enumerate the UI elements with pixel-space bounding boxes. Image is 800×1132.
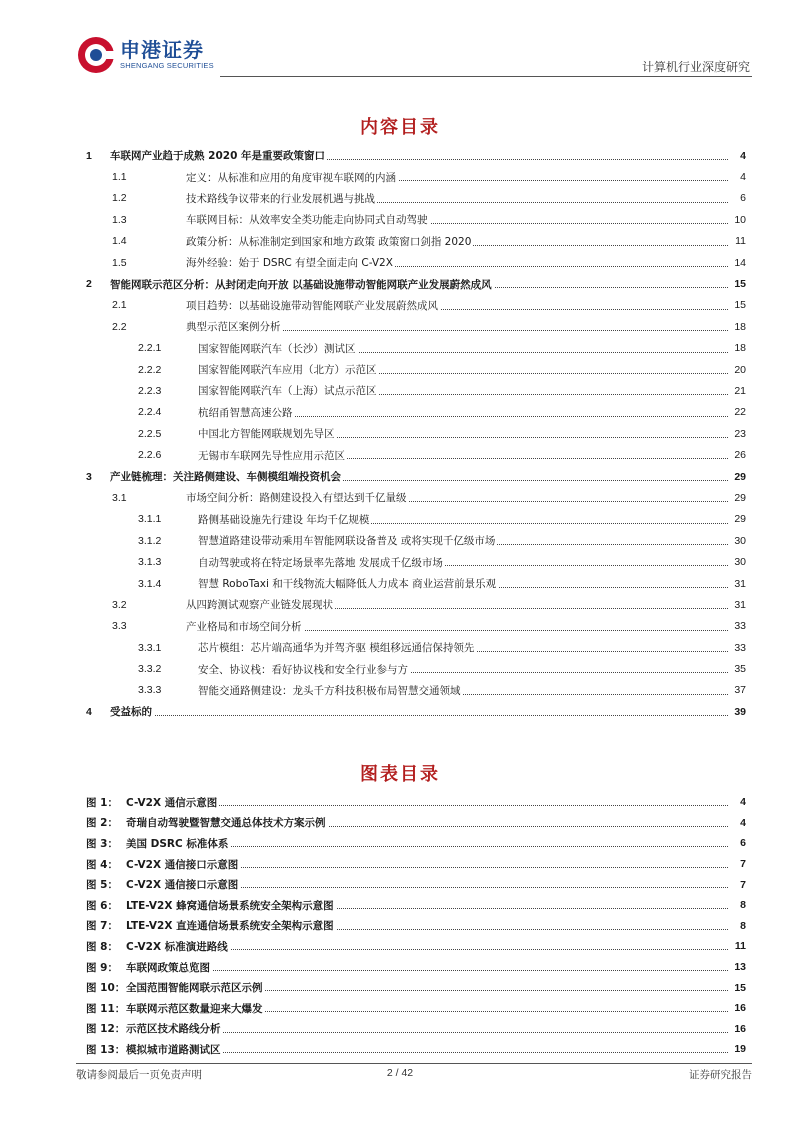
figure-title: 奇瑞自动驾驶暨智慧交通总体技术方案示例: [126, 817, 326, 830]
toc-entry-title: 智能网联示范区分析：从封闭走向开放 以基础设施带动智能网联产业发展蔚然成风: [110, 278, 492, 291]
figure-title: 示范区技术路线分析: [126, 1023, 221, 1036]
list-of-figures: [82, 792, 746, 1060]
toc-entry-number: 2.2.5: [138, 427, 162, 440]
figure-number: 图 1：: [86, 796, 118, 809]
toc-entry-title: 车联网产业趋于成熟 2020 年是重要政策窗口: [110, 150, 326, 163]
toc-entry-page: 33: [734, 641, 746, 654]
toc-entry-number: 3.3.2: [138, 663, 162, 676]
toc-entry-number: 1.4: [112, 235, 127, 248]
toc-entry-page: 15: [734, 299, 746, 312]
footer-divider: [76, 1063, 752, 1064]
toc-entry[interactable]: [82, 594, 746, 615]
toc-heading: 内容目录: [360, 117, 440, 138]
figure-entry[interactable]: [82, 895, 746, 916]
toc-entry-page: 30: [734, 534, 746, 547]
toc-entry-number: 2.2.2: [138, 363, 162, 376]
toc-entry-number: 3.1.4: [138, 577, 162, 590]
toc-entry[interactable]: [82, 231, 746, 252]
figure-entry[interactable]: [82, 874, 746, 895]
figure-title: LTE-V2X 直连通信场景系统安全架构示意图: [126, 920, 334, 933]
figure-number: 图 12：: [86, 1023, 126, 1036]
toc-entry-page: 29: [734, 470, 746, 483]
toc-entry-number: 2.2: [112, 320, 127, 333]
company-logo: [78, 37, 214, 73]
toc-entry-page: 37: [734, 684, 746, 697]
logo-emblem-icon: [78, 37, 114, 73]
toc-entry[interactable]: [82, 444, 746, 465]
toc-entry-title: 无锡市车联网先导性应用示范区: [198, 449, 345, 462]
toc-entry-page: 22: [734, 406, 746, 419]
toc-entry-number: 2.2.4: [138, 406, 162, 419]
toc-entry-page: 33: [734, 620, 746, 633]
toc-entry-title: 市场空间分析：路侧建设投入有望达到千亿量级: [186, 492, 407, 505]
figure-entry[interactable]: [82, 916, 746, 937]
toc-entry-title: 典型示范区案例分析: [186, 321, 281, 334]
toc-entry-title: 受益标的: [110, 706, 152, 719]
toc-entry-number: 3.1.2: [138, 534, 162, 547]
footer-report-label: 证券研究报告: [689, 1069, 752, 1081]
figure-page: 8: [740, 899, 746, 912]
toc-entry[interactable]: [82, 380, 746, 401]
toc-entry-page: 23: [734, 427, 746, 440]
toc-entry[interactable]: [82, 359, 746, 380]
toc-entry-title: 智慧 RoboTaxi 和干线物流大幅降低人力成本 商业运营前景乐观: [198, 578, 497, 590]
figure-entry[interactable]: [82, 936, 746, 957]
footer-disclaimer: 敬请参阅最后一页免责声明: [76, 1069, 202, 1081]
figure-page: 7: [740, 878, 746, 891]
toc-entry-page: 6: [740, 192, 746, 205]
figure-number: 图 13：: [86, 1043, 126, 1056]
toc-entry-number: 3.3.1: [138, 641, 162, 654]
figure-number: 图 5：: [86, 879, 118, 892]
toc-entry[interactable]: [82, 209, 746, 230]
toc-entry-number: 2.2.6: [138, 449, 162, 462]
toc-entry-page: 29: [734, 513, 746, 526]
figure-page: 6: [740, 837, 746, 850]
toc-entry-page: 29: [734, 491, 746, 504]
figure-page: 7: [740, 858, 746, 871]
toc-entry-number: 1.2: [112, 192, 127, 205]
figure-number: 图 11：: [86, 1002, 126, 1015]
figure-entry[interactable]: [82, 957, 746, 978]
figure-number: 图 2：: [86, 817, 118, 830]
dot-leader: [110, 714, 728, 716]
toc-entry[interactable]: [82, 273, 746, 294]
toc-entry-page: 4: [740, 171, 746, 184]
toc-entry-title: 从四跨测试观察产业链发展现状: [186, 599, 333, 612]
logo-name-en: SHENGANG SECURITIES: [120, 61, 214, 70]
figure-title: C-V2X 标准演进路线: [126, 940, 228, 953]
figure-entry[interactable]: [82, 854, 746, 875]
toc-entry-number: 1.1: [112, 171, 127, 184]
figure-page: 15: [734, 981, 746, 994]
toc-entry-page: 18: [734, 342, 746, 355]
figure-page: 13: [734, 961, 746, 974]
toc-entry[interactable]: [82, 316, 746, 337]
toc-entry[interactable]: [82, 423, 746, 444]
toc-entry-title: 技术路线争议带来的行业发展机遇与挑战: [186, 192, 375, 205]
figure-title: C-V2X 通信接口示意图: [126, 879, 239, 892]
toc-entry-number: 3.1.1: [138, 513, 162, 526]
toc-entry-title: 智慧道路建设带动乘用车智能网联设备普及 或将实现千亿级市场: [198, 535, 496, 548]
toc-entry-page: 20: [734, 363, 746, 376]
toc-entry-page: 21: [734, 384, 746, 397]
figures-heading: 图表目录: [360, 764, 440, 785]
toc-entry[interactable]: [82, 145, 746, 166]
toc-entry-number: 3: [86, 470, 92, 483]
toc-entry[interactable]: [82, 637, 746, 658]
toc-entry[interactable]: [82, 295, 746, 316]
toc-entry-title: 国家智能网联汽车应用（北方）示范区: [198, 364, 377, 377]
toc-entry[interactable]: [82, 658, 746, 679]
figure-page: 16: [734, 1002, 746, 1015]
toc-entry[interactable]: [82, 166, 746, 187]
toc-entry-title: 产业格局和市场空间分析: [186, 620, 302, 633]
toc-entry[interactable]: [82, 551, 746, 572]
toc-entry-title: 智能交通路侧建设：龙头千方科技积极布局智慧交通领域: [198, 684, 461, 697]
toc-entry-title: 政策分析：从标准制定到国家和地方政策 政策窗口剑指 2020: [186, 235, 472, 248]
figure-title: 美国 DSRC 标准体系: [126, 837, 229, 850]
figure-entry[interactable]: [82, 998, 746, 1019]
figure-page: 11: [734, 940, 746, 953]
figure-entry[interactable]: [82, 792, 746, 813]
toc-entry[interactable]: [82, 509, 746, 530]
toc-entry-title: 车联网目标：从效率安全类功能走向协同式自动驾驶: [186, 214, 428, 227]
toc-entry-number: 3.1: [112, 491, 127, 504]
toc-entry[interactable]: [82, 338, 746, 359]
page-header: [0, 0, 800, 80]
toc-entry-title: 产业链梳理：关注路侧建设、车侧模组端投资机会: [110, 471, 341, 484]
toc-entry-page: 11: [735, 235, 746, 248]
toc-entry-number: 2: [86, 278, 92, 291]
page-number: 2 / 42: [386, 1067, 414, 1079]
toc-entry-title: 定义：从标准和应用的角度审视车联网的内涵: [186, 171, 396, 184]
toc-entry[interactable]: [82, 573, 746, 594]
figure-page: 4: [740, 816, 746, 829]
toc-entry-number: 1.3: [112, 213, 127, 226]
toc-entry-page: 4: [740, 149, 746, 162]
toc-entry-number: 3.2: [112, 598, 127, 611]
toc-entry[interactable]: [82, 487, 746, 508]
toc-entry-title: 国家智能网联汽车（长沙）测试区: [198, 342, 356, 355]
toc-entry-title: 中国北方智能网联规划先导区: [198, 428, 335, 441]
toc-entry-title: 杭绍甬智慧高速公路: [198, 406, 293, 419]
toc-entry-number: 3.3.3: [138, 684, 162, 697]
report-type: 计算机行业深度研究: [641, 60, 750, 74]
toc-entry-page: 35: [734, 663, 746, 676]
toc-entry-title: 路侧基础设施先行建设 年均千亿规模: [198, 513, 370, 526]
toc-entry-title: 项目趋势：以基础设施带动智能网联产业发展蔚然成风: [186, 299, 438, 312]
toc-entry-page: 14: [734, 256, 746, 269]
figure-number: 图 9：: [86, 961, 118, 974]
toc-entry-number: 1: [86, 149, 92, 162]
figure-title: 全国范围智能网联示范区示例: [126, 982, 263, 995]
figure-title: 车联网示范区数量迎来大爆发: [126, 1002, 263, 1015]
toc-entry[interactable]: [82, 701, 746, 722]
toc-entry-title: 安全、协议栈：看好协议栈和安全行业参与方: [198, 663, 408, 676]
figure-entry[interactable]: [82, 1039, 746, 1060]
toc-entry-page: 31: [734, 577, 746, 590]
logo-name-cn: 申港证券: [120, 38, 204, 62]
toc-entry-page: 26: [734, 449, 746, 462]
toc-entry-number: 2.1: [112, 299, 127, 312]
table-of-contents: [82, 145, 746, 723]
figure-number: 图 10：: [86, 982, 126, 995]
toc-entry-page: 39: [734, 705, 746, 718]
toc-entry-page: 18: [734, 320, 746, 333]
toc-entry[interactable]: [82, 530, 746, 551]
figure-title: 模拟城市道路测试区: [126, 1043, 221, 1056]
toc-entry[interactable]: [82, 402, 746, 423]
figure-page: 19: [734, 1043, 746, 1056]
toc-entry-number: 2.2.1: [138, 342, 162, 355]
toc-entry[interactable]: [82, 616, 746, 637]
toc-entry-page: 30: [734, 556, 746, 569]
toc-entry[interactable]: [82, 680, 746, 701]
header-divider: [220, 76, 752, 77]
toc-entry[interactable]: [82, 466, 746, 487]
figure-entry[interactable]: [82, 1019, 746, 1040]
figure-title: C-V2X 通信示意图: [126, 796, 218, 809]
figure-number: 图 4：: [86, 858, 118, 871]
figure-entry[interactable]: [82, 977, 746, 998]
figure-number: 图 7：: [86, 920, 118, 933]
figure-page: 4: [740, 796, 746, 809]
figure-number: 图 6：: [86, 899, 118, 912]
figure-title: LTE-V2X 蜂窝通信场景系统安全架构示意图: [126, 899, 334, 912]
dot-leader: [126, 970, 728, 971]
toc-entry-title: 自动驾驶或将在特定场景率先落地 发展成千亿级市场: [198, 556, 443, 569]
toc-entry[interactable]: [82, 252, 746, 273]
figure-entry[interactable]: [82, 833, 746, 854]
toc-entry-title: 芯片模组：芯片端高通华为并驾齐驱 模组移远通信保持领先: [198, 642, 475, 655]
figure-page: 16: [734, 1022, 746, 1035]
toc-entry-title: 国家智能网联汽车（上海）试点示范区: [198, 385, 377, 398]
toc-entry-page: 31: [734, 598, 746, 611]
toc-entry-number: 3.3: [112, 620, 127, 633]
toc-entry-number: 1.5: [112, 256, 127, 269]
toc-entry-number: 2.2.3: [138, 384, 162, 397]
figure-number: 图 8：: [86, 940, 118, 953]
toc-entry-number: 3.1.3: [138, 556, 162, 569]
figure-title: 车联网政策总览图: [126, 961, 210, 974]
toc-entry-title: 海外经验：始于 DSRC 有望全面走向 C-V2X: [186, 257, 393, 270]
toc-entry-page: 15: [734, 278, 746, 291]
figure-entry[interactable]: [82, 813, 746, 834]
toc-entry-number: 4: [86, 705, 92, 718]
figure-page: 8: [740, 919, 746, 932]
figure-title: C-V2X 通信接口示意图: [126, 858, 239, 871]
figure-number: 图 3：: [86, 837, 118, 850]
toc-entry[interactable]: [82, 188, 746, 209]
toc-entry-page: 10: [734, 213, 746, 226]
